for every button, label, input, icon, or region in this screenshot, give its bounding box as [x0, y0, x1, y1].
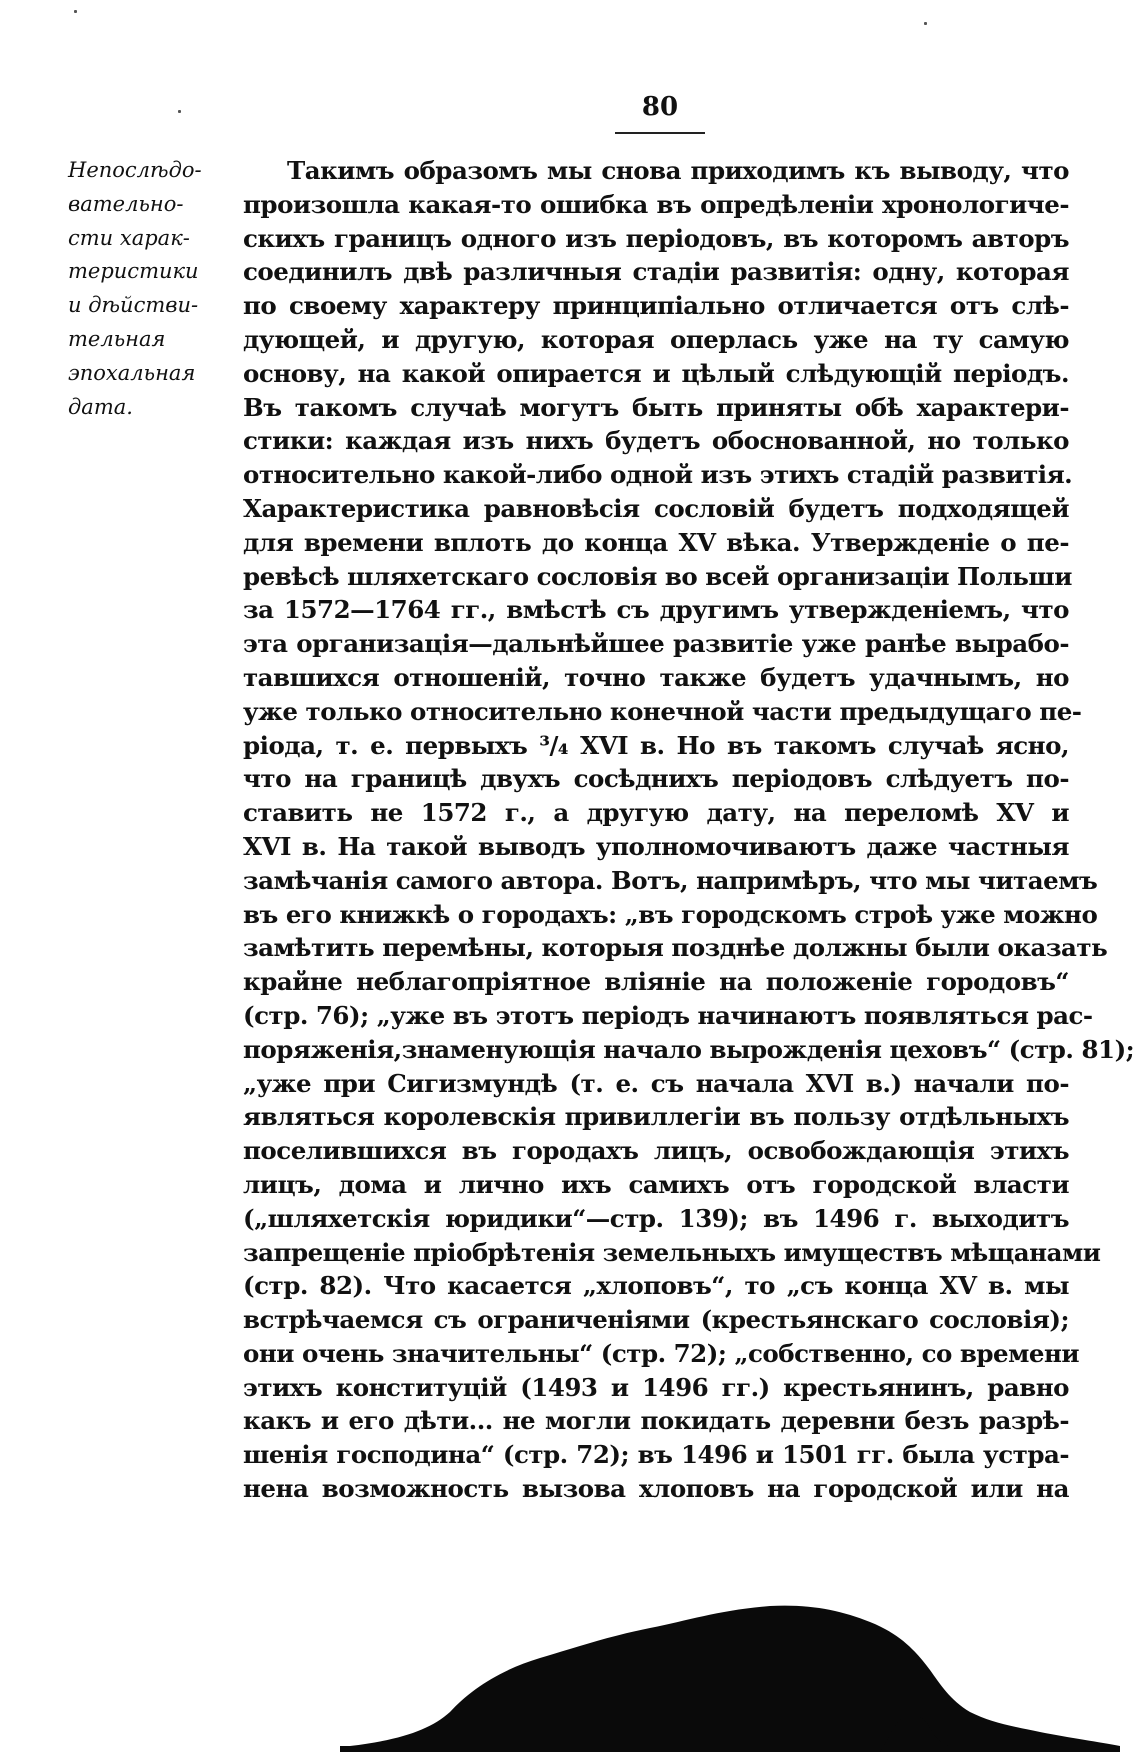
text-line: скихъ границъ одного изъ періодовъ, въ которомъ авторъ: [243, 223, 1069, 253]
stray-mark: [924, 22, 927, 25]
margin-note-line: эпохальная: [68, 360, 196, 385]
text-line: ставить не 1572 г., а другую дату, на переломѣ XV и: [243, 798, 1069, 828]
text-line: (стр. 76); „уже въ этотъ періодъ начинаютъ появляться рас-: [243, 1000, 1093, 1030]
text-line: крайне неблагопріятное вліяніе на положеніе городовъ“: [243, 967, 1069, 997]
text-line: шенія господина“ (стр. 72); въ 1496 и 1501 гг. была устра-: [243, 1440, 1069, 1470]
text-line: въ его книжкѣ о городахъ: „въ городскомъ строѣ уже можно: [243, 899, 1098, 929]
text-line: Такимъ образомъ мы снова приходимъ къ выводу, что: [287, 156, 1069, 185]
text-line: замѣчанія самого автора. Вотъ, напримѣръ, что мы читаемъ: [243, 865, 1098, 895]
page-number-rule: [615, 132, 705, 134]
margin-note: [68, 154, 246, 424]
margin-note-line: вательно-: [68, 191, 184, 216]
text-line: по своему характеру принципіально отличается отъ слѣ-: [243, 291, 1069, 321]
text-line: встрѣчаемся съ ограниченіями (крестьянскаго сословія);: [243, 1305, 1069, 1335]
body-text: [243, 154, 1135, 1506]
margin-note-line: дата.: [68, 394, 133, 419]
stray-mark: [74, 10, 77, 13]
text-line: Въ такомъ случаѣ могутъ быть приняты обѣ характери-: [243, 392, 1069, 422]
text-line: ріода, т. е. первыхъ ³/₄ XVI в. Но въ такомъ случаѣ ясно,: [243, 730, 1069, 760]
text-line: запрещеніе пріобрѣтенія земельныхъ имуществъ мѣщанами: [243, 1237, 1101, 1267]
text-line: этихъ конституцій (1493 и 1496 гг.) крестьянинъ, равно: [243, 1372, 1069, 1402]
margin-note-line: сти харак-: [68, 225, 190, 250]
text-line: поряженія,знаменующія начало вырожденія цеховъ“ (стр. 81);: [243, 1034, 1135, 1064]
text-line: лицъ, дома и лично ихъ самихъ отъ городской власти: [243, 1169, 1069, 1199]
text-line: („шляхетскія юридики“—стр. 139); въ 1496 г. выходитъ: [243, 1203, 1069, 1233]
text-line: основу, на какой опирается и цѣлый слѣдующій періодъ.: [243, 358, 1069, 388]
text-line: соединилъ двѣ различныя стадіи развитія: одну, которая: [243, 257, 1069, 287]
ink-blot: [340, 1600, 1120, 1752]
text-line: тавшихся отношеній, точно также будетъ удачнымъ, но: [243, 662, 1069, 692]
margin-note-line: Непослѣдо-: [68, 158, 202, 182]
stray-mark: [178, 110, 181, 113]
text-line: за 1572—1764 гг., вмѣстѣ съ другимъ утвержденіемъ, что: [243, 595, 1069, 625]
margin-note-line: теристики: [68, 259, 199, 284]
text-line: уже только относительно конечной части предыдущаго пе-: [243, 696, 1082, 726]
text-line: эта организація—дальнѣйшее развитіе уже ранѣе вырабо-: [243, 629, 1069, 659]
text-line: Характеристика равновѣсія сословій будетъ подходящей: [243, 493, 1069, 523]
text-line: что на границѣ двухъ сосѣднихъ періодовъ слѣдуетъ по-: [243, 764, 1069, 794]
text-line: они очень значительны“ (стр. 72); „собственно, со времени: [243, 1338, 1080, 1368]
text-line: (стр. 82). Что касается „хлоповъ“, то „съ конца XV в. мы: [243, 1271, 1069, 1301]
margin-note-line: тельная: [68, 326, 166, 351]
text-line: замѣтить перемѣны, которыя позднѣе должны были оказать: [243, 933, 1108, 963]
text-line: относительно какой-либо одной изъ этихъ стадій развитія.: [243, 460, 1073, 490]
ink-blot-baseline: [340, 1746, 1120, 1749]
text-line: XVI в. На такой выводъ уполномочиваютъ даже частныя: [243, 831, 1069, 861]
text-line: какъ и его дѣти... не могли покидать деревни безъ разрѣ-: [243, 1406, 1069, 1436]
text-line: ревѣсѣ шляхетскаго сословія во всей организаціи Польши: [243, 561, 1072, 591]
margin-note-line: и дѣйстви-: [68, 293, 199, 318]
text-line: для времени вплоть до конца XV вѣка. Утвержденіе о пе-: [243, 527, 1069, 557]
text-line: дующей, и другую, которая оперлась уже на ту самую: [243, 324, 1069, 354]
text-line: стики: каждая изъ нихъ будетъ обоснованной, но только: [243, 426, 1069, 456]
page-number: 80: [641, 92, 679, 122]
text-line: поселившихся въ городахъ лицъ, освобождающія этихъ: [243, 1136, 1069, 1166]
text-line: нена возможность вызова хлоповъ на городской или на: [243, 1474, 1069, 1504]
text-line: являться королевскія привиллегіи въ пользу отдѣльныхъ: [243, 1102, 1069, 1132]
text-line: произошла какая-то ошибка въ опредѣленіи хронологиче-: [243, 189, 1069, 219]
ink-blot-shape: [340, 1606, 1120, 1752]
text-line: „уже при Сигизмундѣ (т. е. съ начала XVI в.) начали по-: [243, 1068, 1069, 1098]
